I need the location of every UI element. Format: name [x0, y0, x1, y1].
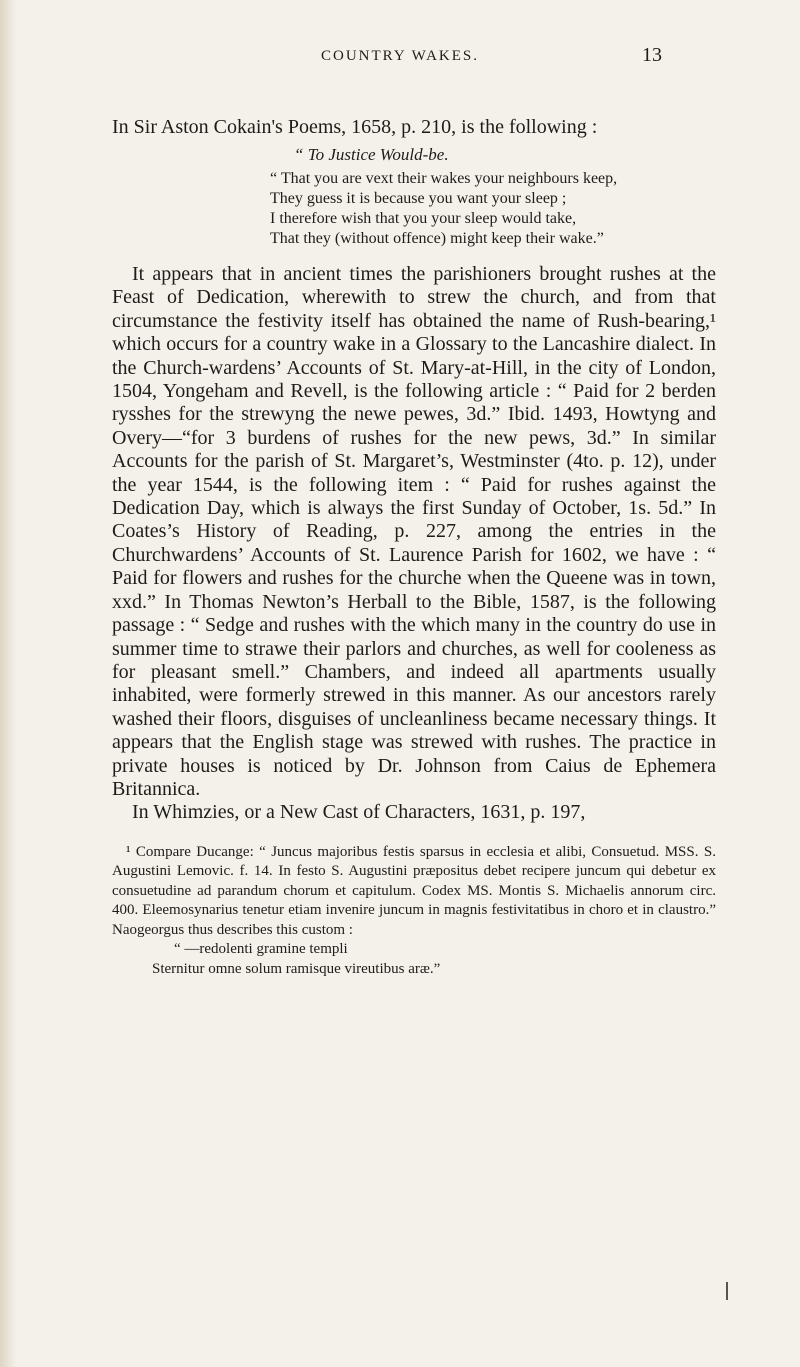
poem-line: They guess it is because you want your sleep ; — [270, 190, 567, 207]
poem-line: “ That you are vext their wakes your neighbours keep, — [270, 170, 618, 187]
second-paragraph: In Whimzies, or a New Cast of Characters, 1631, p. 197, — [132, 801, 586, 824]
page-number: 13 — [642, 44, 662, 66]
poem-line: I therefore wish that you your sleep would take, — [270, 210, 577, 227]
footnote: ¹ Compare Ducange: “ Juncus majoribus festis sparsus in ecclesia et alibi, Consuetud. MSS. S. Augustini Lemovic. f. 14. In festo S. Augustini præpositus debet recipere juncum qui debetur ex consuetudine ad parandum chorum et capitulum. Codex MS. Montis S. Michaelis annorum circ. 400. Eleemosynarius tenetur etiam invenire juncum in magnis festivitatibus in choro et in claustro.” Naogeorgus thus describes this custom : — [112, 843, 716, 938]
footnote-quote-line: Sternitur omne solum ramisque vireutibus aræ.” — [152, 960, 441, 977]
poem-line: That they (without offence) might keep their wake.” — [270, 230, 604, 247]
margin-mark — [726, 1282, 728, 1300]
footnote-quote-line: “ —redolenti gramine templi — [174, 941, 348, 958]
running-head: COUNTRY WAKES. — [320, 48, 479, 64]
intro-line: In Sir Aston Cokain's Poems, 1658, p. 210, is the following : — [112, 116, 598, 138]
page-edge-shadow — [0, 0, 16, 1367]
main-paragraph: It appears that in ancient times the parishioners brought rushes at the Feast of Dedication, wherewith to strew the church, and from that circumstance the festivity itself has obtained the name of Rush-bearing,¹ which occurs for a country wake in a Glossary to the Lancashire dialect. In the Church-wardens’ Accounts of St. Mary-at-Hill, in the city of London, 1504, Yongeham and Revell, is the following article : “ Paid for 2 berden rysshes for the strewyng the newe pewes, 3d.” Ibid. 1493, Howtyng and Overy—“for 3 burdens of rushes for the new pews, 3d.” In similar Accounts for the parish of St. Margaret’s, Westminster (4to. p. 12), under the year 1544, is the following item : “ Paid for rushes against the Dedication Day, which is always the first Sunday of October, 1s. 5d.” In Coates’s History of Reading, p. 227, among the entries in the Churchwardens’ Accounts of St. Laurence Parish for 1602, we have : “ Paid for flowers and rushes for the churche when the Queene was in town, xxd.” In Thomas Newton’s Herball to the Bible, 1587, is the following passage : “ Sedge and rushes with the which many in the country do use in summer time to strawe their parlors and churches, as well for cooleness as for pleasant smell.” Chambers, and indeed all apartments usually inhabited, were formerly strewed in this manner. As our ancestors rarely washed their floors, disguises of uncleanliness became necessary things. It appears that the English stage was strewed with rushes. The practice in private houses is noticed by Dr. Johnson from Caius de Ephemera Britannica. — [112, 263, 716, 800]
page-body — [112, 115, 716, 979]
poem-title: “ To Justice Would-be. — [294, 145, 449, 164]
poem — [270, 169, 716, 249]
